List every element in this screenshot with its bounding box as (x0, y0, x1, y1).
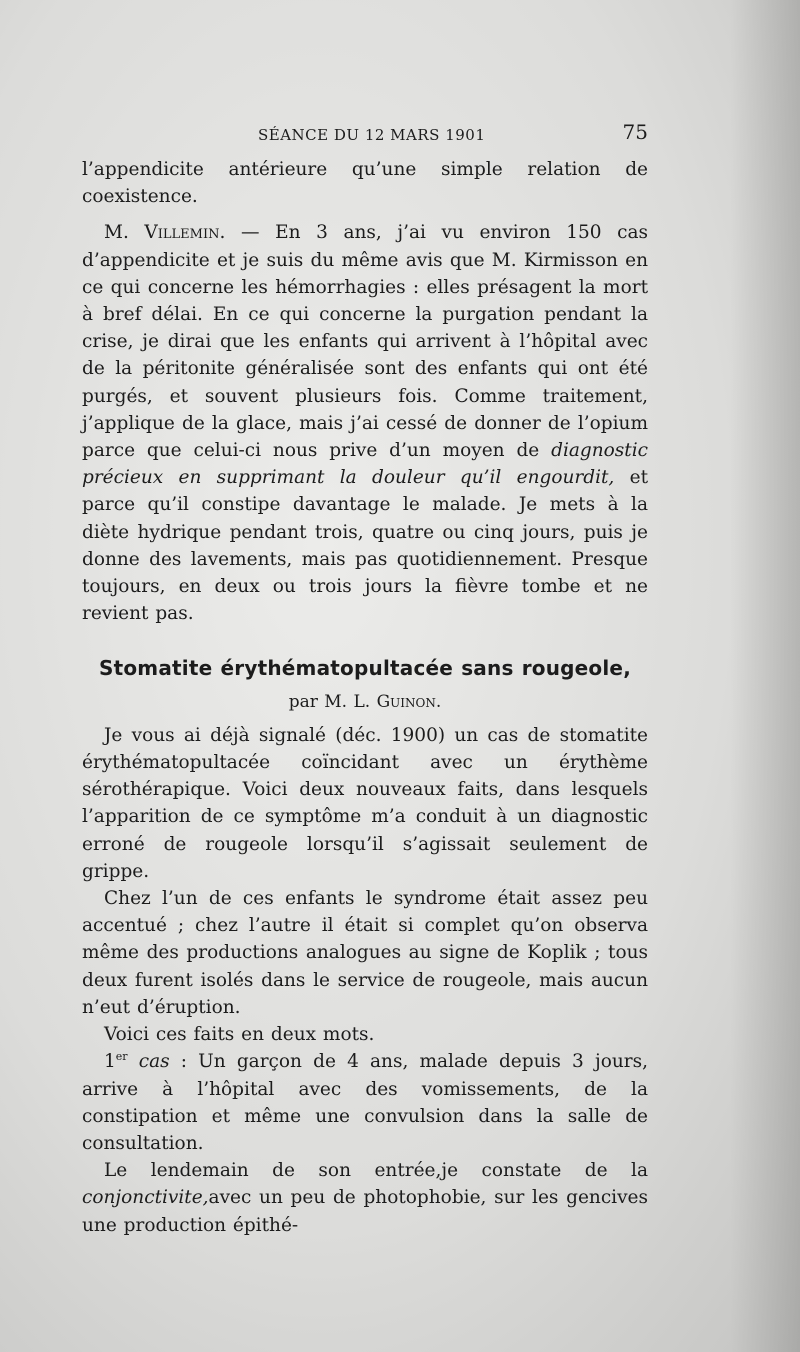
article-title: Stomatite érythématopultacée sans rougeole, (98, 656, 631, 681)
running-head: SÉANCE DU 12 MARS 1901 (258, 126, 486, 144)
paragraph-text: l’appendicite antérieure qu’une simple relation de coexistence. (82, 159, 648, 208)
case-label: cas (138, 1051, 170, 1073)
italic-text: conjonctivite, (82, 1187, 209, 1209)
byline-author: Guinon. (376, 691, 442, 712)
paragraph-continuation (82, 156, 648, 210)
page-number: 75 (622, 120, 648, 144)
paragraph-intro (82, 722, 648, 885)
page-header (82, 122, 648, 146)
paragraph-text: : Un garçon de 4 ans, malade depuis 3 jours, arrive à l’hôpital avec des vomissements, de la constipation et même une convulsion dans la salle de consultation. (82, 1051, 648, 1154)
byline-prefix: par M. L. (288, 691, 377, 712)
page-body (82, 156, 648, 1239)
case-number-suffix: er (115, 1050, 128, 1064)
italic-text: diagnostic précieux en supprimant la douleur qu’il engourdit, (82, 440, 648, 489)
paragraph-text: Le lendemain de son entrée,je constate de la (104, 1160, 648, 1182)
paragraph-text: — En 3 ans, j’ai vu environ 150 cas d’appendicite et je suis du même avis que M. Kirmisson en ce qui concerne les hémorrhagies : elles présagent la mort à bref délai. En ce qui concerne la purgation pendant la crise, je dirai que les enfants qui arrivent à l’hôpital avec de la péritonite généralisée sont des enfants qui ont été purgés, et souvent plusieurs fois. Comme traitement, j’applique de la glace, mais j’ai cessé de donner de l’opium parce que celui-ci nous prive d’un moyen de (82, 222, 648, 462)
paragraph-cases (82, 885, 648, 1021)
paragraph-villemin (82, 219, 648, 627)
paragraph-text: Je vous ai déjà signalé (déc. 1900) un cas de stomatite érythématopultacée coïncidant avec un érythème sérothérapique. Voici deux nouveaux faits, dans lesquels l’apparition de ce symptôme m’a conduit à un diagnostic erroné de rougeole lorsqu’il s’agissait seulement de grippe. (82, 724, 648, 882)
paragraph-summary (82, 1021, 648, 1048)
paragraph-text: Chez l’un de ces enfants le syndrome était assez peu accentué ; chez l’autre il était si complet qu’on observa même des productions analogues au signe de Koplik ; tous deux furent isolés dans le service de rougeole, mais aucun n’eut d’éruption. (82, 888, 648, 1018)
speaker-name: M. Villemin. (104, 222, 226, 244)
article-byline (82, 689, 648, 716)
paragraph-next-day (82, 1157, 648, 1239)
paragraph-text: Voici ces faits en deux mots. (104, 1024, 375, 1046)
case-number: 1 (104, 1051, 116, 1073)
paragraph-case-1 (82, 1048, 648, 1157)
page-edge-shadow (730, 0, 800, 1352)
paragraph-text: et parce qu’il constipe davantage le malade. Je mets à la diète hydrique pendant trois, quatre ou cinq jours, puis je donne des lavements, mais pas quotidiennement. Presque toujours, en deux ou trois jours la fièvre tombe et ne revient pas. (82, 467, 649, 625)
paragraph-text: avec un peu de photophobie, sur les gencives une production épithé- (82, 1187, 648, 1236)
